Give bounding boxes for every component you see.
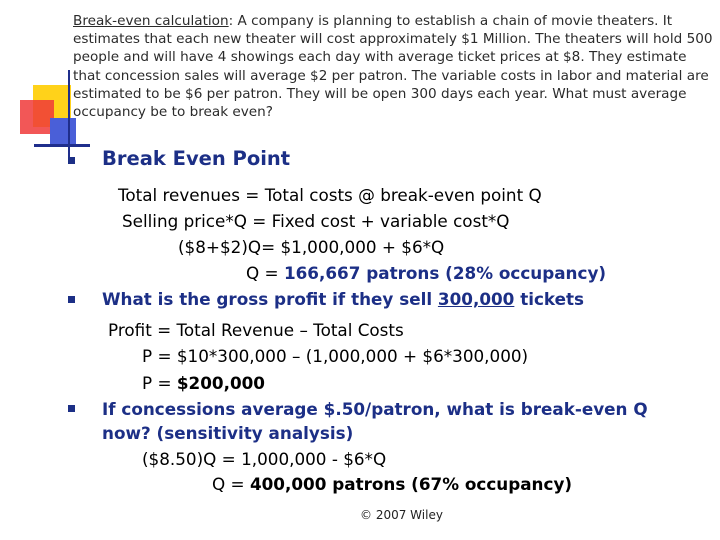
result-prefix: Q =	[246, 263, 284, 283]
equation-line: Selling price*Q = Fixed cost + variable cost*Q	[122, 211, 510, 231]
decor-red-square	[20, 100, 54, 134]
result-line	[212, 474, 572, 494]
question-line: now? (sensitivity analysis)	[102, 423, 354, 443]
bullet-square-icon	[68, 296, 75, 303]
equation-line: ($8+$2)Q= $1,000,000 + $6*Q	[178, 237, 445, 257]
intro-text: : A company is planning to establish a chain of movie theaters. It estimates that each new theater will cost approximately $1 Million. The theaters will hold 500 people and will have 4 showings each day with average ticket prices at $8. They estimate that concession sales will average $2 per patron. The variable costs in labor and material are estimated to be $6 per patron. They will be open 300 days each year. What must average occupancy be to break even?	[73, 13, 713, 121]
question-line: If concessions average $.50/patron, what is break-even Q	[102, 399, 648, 419]
question-line	[102, 289, 584, 309]
intro-paragraph	[73, 12, 713, 121]
question-highlight: 300,000	[437, 289, 515, 309]
bullet-square-icon	[68, 405, 75, 412]
equation-line: ($8.50)Q = 1,000,000 - $6*Q	[142, 449, 387, 469]
bullet-square-icon	[68, 157, 75, 164]
result-prefix: P =	[142, 373, 177, 393]
equation-line: Profit = Total Revenue – Total Costs	[108, 320, 404, 340]
equation-line: P = $10*300,000 – (1,000,000 + $6*300,000)	[142, 346, 529, 366]
result-line	[246, 263, 606, 283]
question-suffix: tickets	[514, 289, 585, 309]
decor-blue-square	[50, 118, 76, 144]
decor-horizontal-line	[34, 144, 90, 147]
section-heading: Break Even Point	[102, 147, 291, 170]
question-prefix: What is the gross profit if they sell	[102, 289, 438, 309]
copyright-footer: © 2007 Wiley	[360, 508, 443, 522]
result-value: 166,667 patrons (28% occupancy)	[283, 263, 607, 283]
result-prefix: Q =	[212, 474, 250, 494]
result-value: 400,000 patrons (67% occupancy)	[249, 474, 573, 494]
intro-label: Break-even calculation	[73, 13, 229, 29]
result-line	[142, 373, 265, 393]
result-value: $200,000	[176, 373, 265, 393]
equation-line: Total revenues = Total costs @ break-even point Q	[118, 185, 542, 205]
